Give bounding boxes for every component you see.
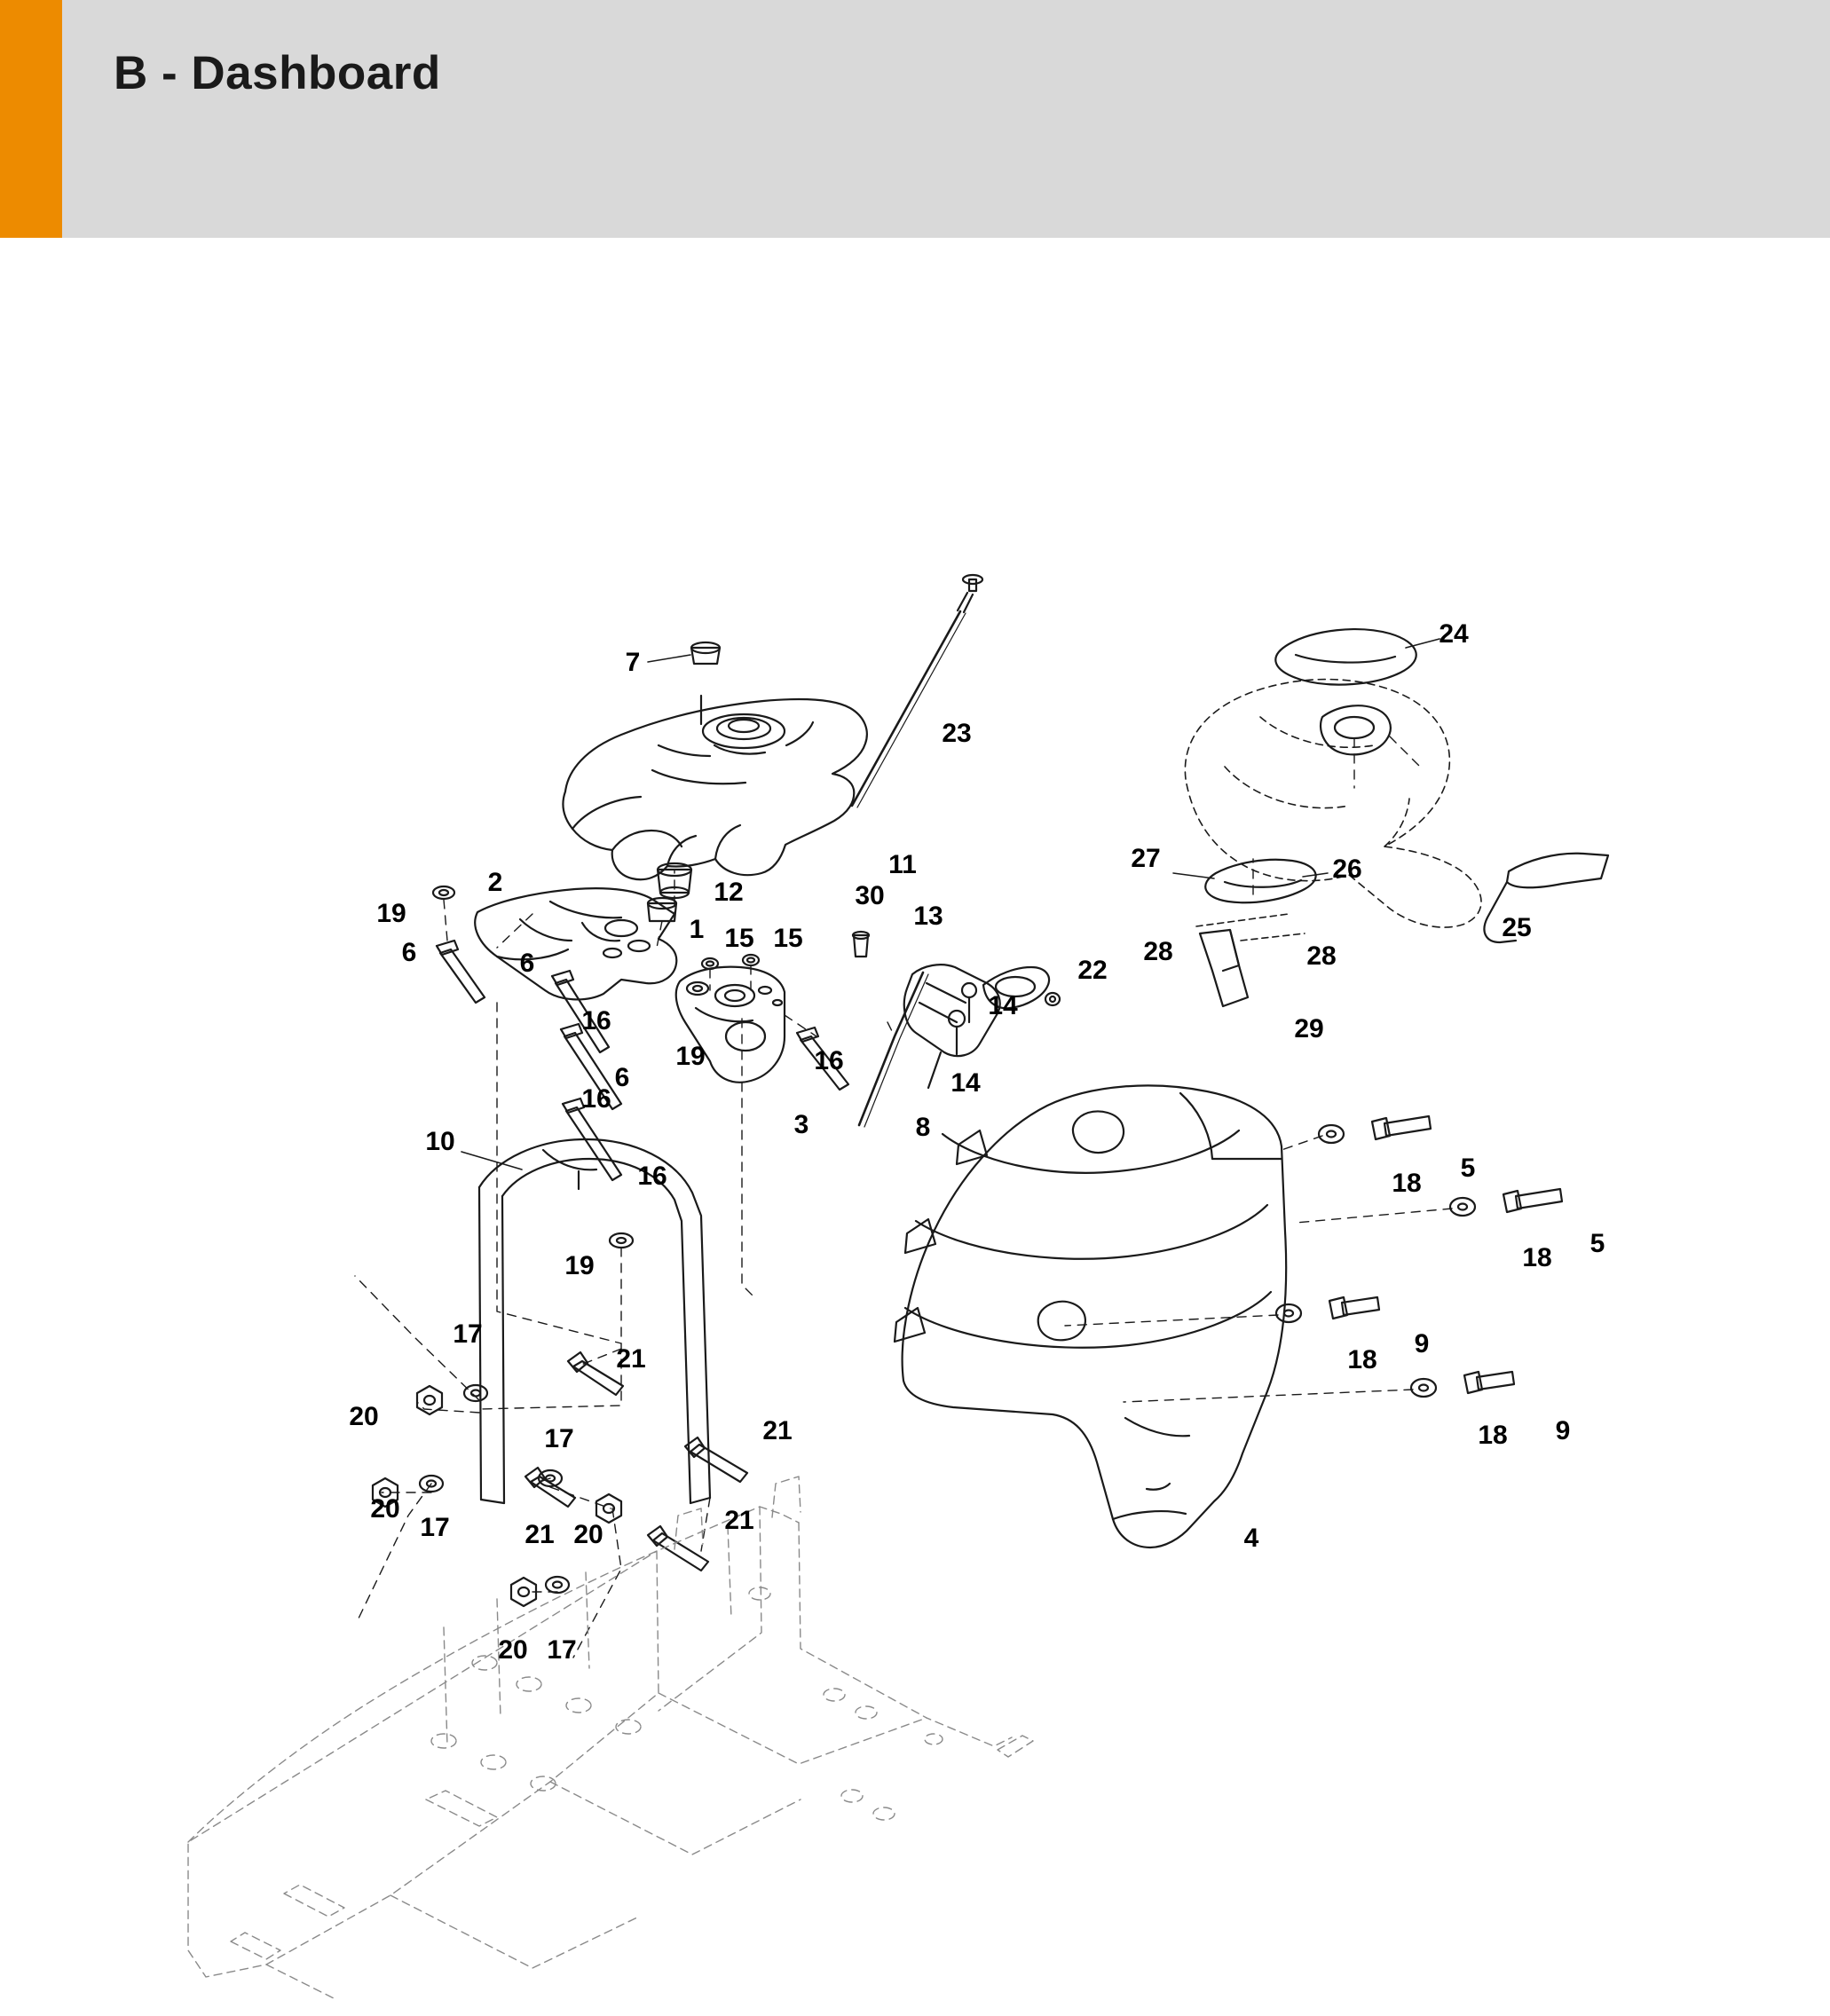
part-bolt-21-a xyxy=(568,1352,623,1395)
callout-24: 24 xyxy=(1439,619,1469,649)
callout-27: 27 xyxy=(1131,844,1161,873)
part-washer-18-a xyxy=(1319,1125,1344,1143)
callout-9-b: 9 xyxy=(1555,1416,1571,1445)
callout-14-a: 14 xyxy=(988,991,1018,1020)
part-washer-15-b xyxy=(743,955,759,965)
part-support-plate-2 xyxy=(475,888,676,999)
part-washer-19-a xyxy=(433,886,454,899)
callout-4: 4 xyxy=(1243,1524,1259,1553)
page-title: B - Dashboard xyxy=(114,47,441,99)
callout-6-a: 6 xyxy=(401,938,417,967)
callout-2: 2 xyxy=(487,868,503,897)
part-bolt-21-b xyxy=(685,1437,747,1482)
part-bolt-5-a xyxy=(1372,1116,1431,1139)
part-washer-15-a xyxy=(702,958,718,969)
leader-7 xyxy=(648,655,690,662)
part-washer-17-d xyxy=(546,1577,569,1593)
callout-29: 29 xyxy=(1294,1014,1324,1043)
callout-18-c: 18 xyxy=(1347,1345,1377,1374)
part-dipstick-23 xyxy=(852,575,982,807)
callout-20-d: 20 xyxy=(498,1635,528,1665)
callout-11: 11 xyxy=(888,850,917,879)
part-washer-22 xyxy=(1045,993,1060,1005)
callout-16-a: 16 xyxy=(581,1006,611,1036)
part-washer-19-b xyxy=(687,982,708,995)
callout-13: 13 xyxy=(913,902,943,931)
callout-17-d: 17 xyxy=(547,1635,577,1665)
callout-5-a: 5 xyxy=(1460,1154,1476,1183)
callout-16-c: 16 xyxy=(581,1084,611,1114)
part-washer-18-c xyxy=(1276,1304,1301,1322)
callout-8: 8 xyxy=(915,1113,931,1142)
callout-17-b: 17 xyxy=(544,1424,574,1453)
callout-16-d: 16 xyxy=(637,1162,667,1191)
callout-28-a: 28 xyxy=(1143,937,1173,966)
callout-5-b: 5 xyxy=(1589,1229,1605,1258)
part-chassis-reference xyxy=(188,1477,1033,2000)
callout-18-a: 18 xyxy=(1392,1169,1422,1198)
leader-10 xyxy=(461,1152,522,1169)
part-plate-27 xyxy=(1205,860,1315,902)
part-bolt-9-b xyxy=(1464,1372,1514,1393)
callout-10: 10 xyxy=(425,1127,455,1156)
part-screw-14-b xyxy=(949,1011,965,1054)
part-steering-wheel-assembly xyxy=(1185,680,1481,928)
callout-17-a: 17 xyxy=(453,1319,483,1349)
callout-20-c: 20 xyxy=(573,1520,603,1549)
callout-16-b: 16 xyxy=(814,1046,844,1075)
callout-21-c: 21 xyxy=(525,1520,555,1549)
callout-21-a: 21 xyxy=(616,1344,646,1374)
callout-9-a: 9 xyxy=(1414,1329,1430,1358)
callout-18-d: 18 xyxy=(1478,1421,1508,1450)
callout-19-b: 19 xyxy=(675,1042,706,1071)
callout-6-b: 6 xyxy=(519,949,535,978)
callout-1: 1 xyxy=(689,915,705,944)
callout-28-b: 28 xyxy=(1306,941,1337,971)
callout-30: 30 xyxy=(855,881,885,910)
callout-15-b: 15 xyxy=(773,924,803,953)
part-dashboard-cover-4 xyxy=(895,1085,1286,1547)
diagram-canvas xyxy=(0,238,1830,2016)
callout-26: 26 xyxy=(1332,854,1362,884)
callout-12: 12 xyxy=(714,878,744,907)
part-fuel-cap-7 xyxy=(691,642,720,664)
part-bolt-5-b xyxy=(1503,1189,1562,1212)
part-bolt-6-a xyxy=(437,941,485,1003)
header-band xyxy=(0,0,1830,238)
callout-17-c: 17 xyxy=(420,1513,450,1542)
part-nut-20-c xyxy=(596,1494,621,1523)
callout-19-c: 19 xyxy=(564,1251,595,1280)
callout-19-a: 19 xyxy=(376,899,406,928)
callout-6-c: 6 xyxy=(614,1063,630,1092)
callout-3: 3 xyxy=(793,1110,809,1139)
header-accent-bar xyxy=(0,0,62,238)
callout-23: 23 xyxy=(942,719,972,748)
part-washer-17-a xyxy=(464,1385,487,1401)
part-washers-28 xyxy=(1196,914,1305,941)
callout-20-a: 20 xyxy=(349,1402,379,1431)
part-bolt-9-a xyxy=(1329,1297,1379,1319)
callout-20-b: 20 xyxy=(370,1494,400,1524)
part-washer-18-b xyxy=(1450,1198,1475,1216)
part-washer-18-d xyxy=(1411,1379,1436,1397)
part-washer-19-c xyxy=(610,1233,633,1248)
callout-15-a: 15 xyxy=(724,924,754,953)
part-wheel-cover-24 xyxy=(1275,629,1416,684)
leader-27 xyxy=(1173,873,1214,878)
part-handle-frame-10 xyxy=(479,1139,710,1503)
callout-7: 7 xyxy=(625,648,641,677)
callout-14-b: 14 xyxy=(950,1068,981,1098)
callout-21-b: 21 xyxy=(762,1416,793,1445)
callout-25: 25 xyxy=(1502,913,1532,942)
part-bracket-29 xyxy=(1200,930,1248,1006)
callout-22: 22 xyxy=(1077,956,1108,985)
callout-21-d: 21 xyxy=(724,1506,754,1535)
callout-18-b: 18 xyxy=(1522,1243,1552,1272)
part-fuel-tank xyxy=(563,696,866,879)
